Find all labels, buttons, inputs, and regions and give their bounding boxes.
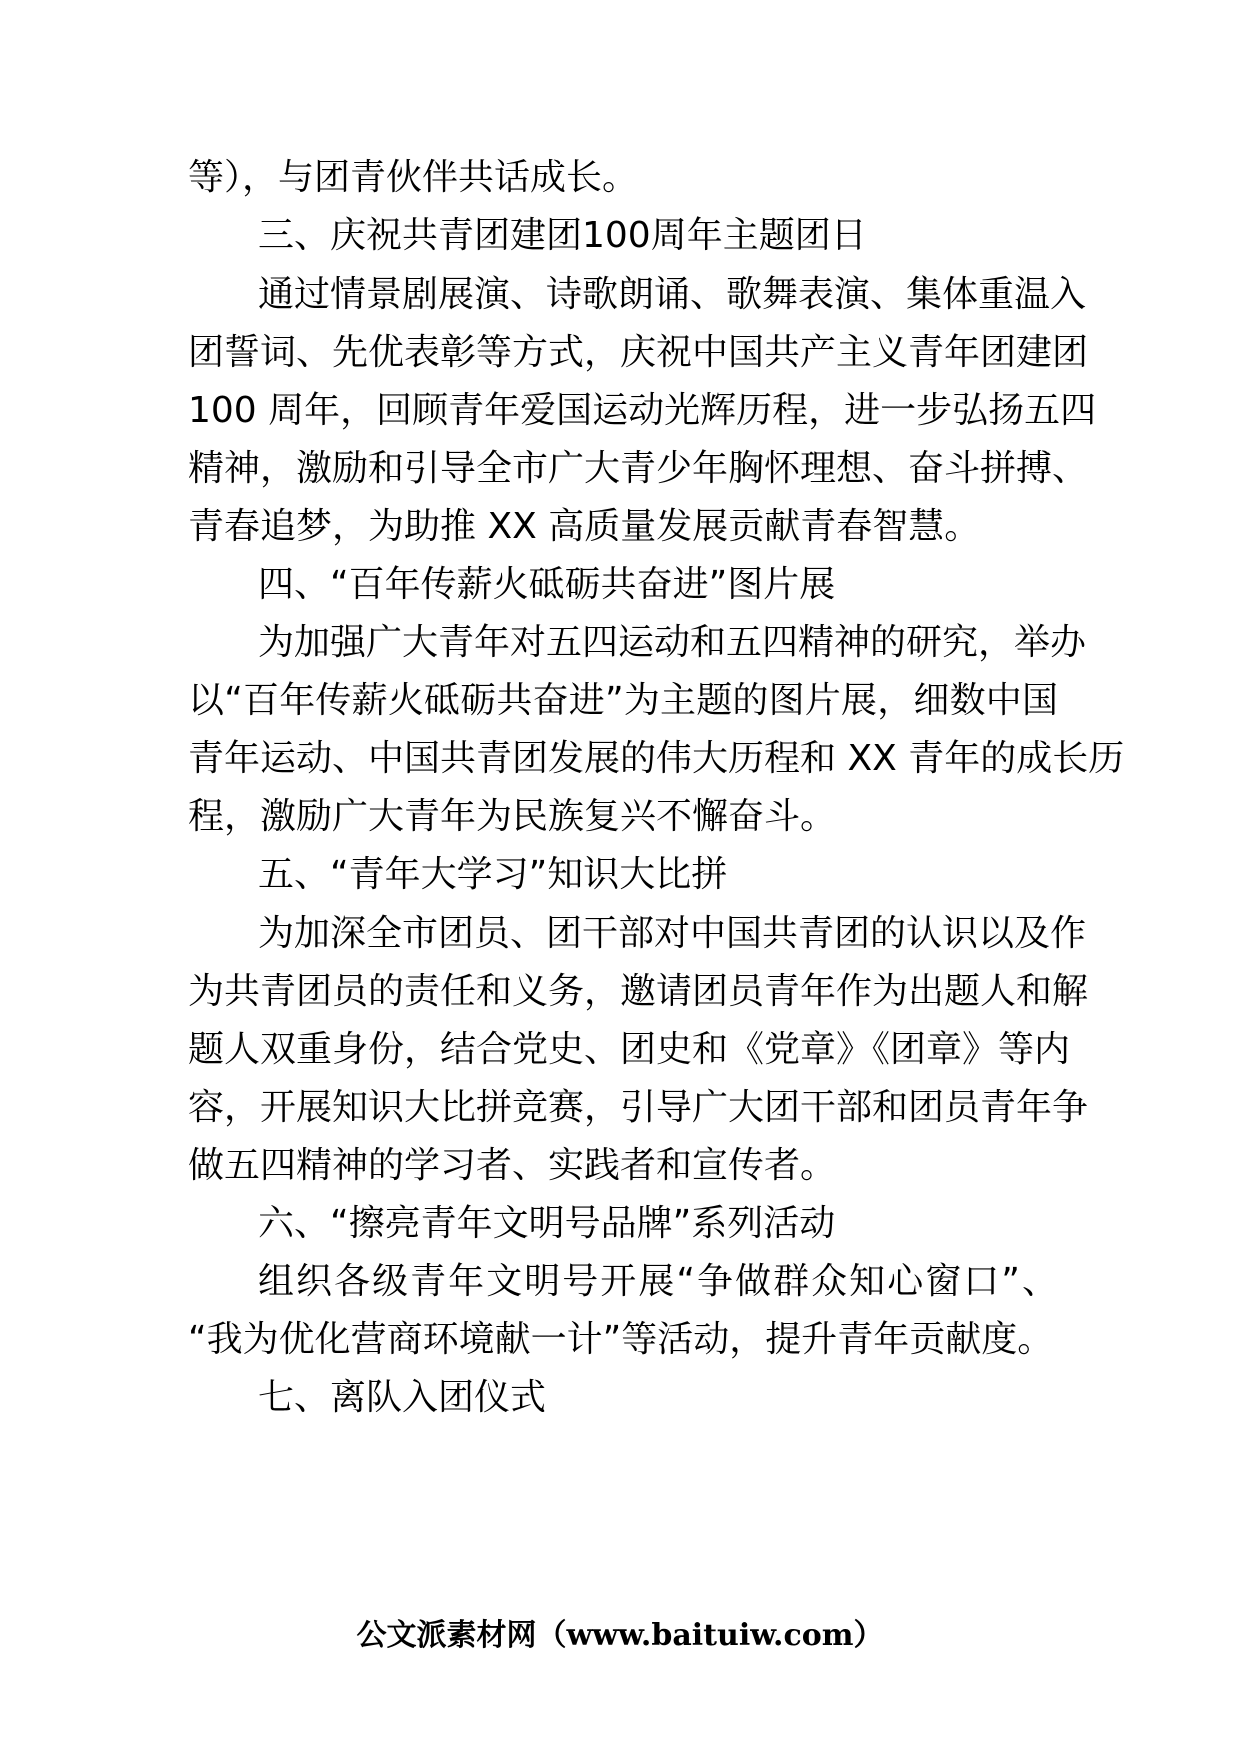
paragraph-line: 程，激励广大青年为民族复兴不懈奋斗。 [188,796,837,837]
page-footer: 公文派素材网（www.baituiw.com） [356,1618,884,1653]
paragraph-line: 青春追梦，为助推 XX 高质量发展贡献青春智慧。 [188,506,981,547]
section-heading: 六、“擦亮青年文明号品牌”系列活动 [258,1203,836,1244]
paragraph-line: 团誓词、先优表彰等方式，庆祝中国共产主义青年团建团 [188,332,1089,373]
paragraph-line: 做五四精神的学习者、实践者和宣传者。 [188,1145,837,1186]
paragraph-line: 为加强广大青年对五四运动和五四精神的研究，举办 [258,622,1087,663]
paragraph-line: 以“百年传薪火砥砺共奋进”为主题的图片展，细数中国 [188,680,1058,721]
paragraph-line: 精神，激励和引导全市广大青少年胸怀理想、奋斗拼搏、 [188,448,1089,489]
paragraph-line: 为共青团员的责任和义务，邀请团员青年作为出题人和解 [188,971,1089,1012]
paragraph-line: 题人双重身份，结合党史、团史和《党章》《团章》等内 [188,1029,1071,1070]
paragraph-line: “我为优化营商环境献一计”等活动，提升青年贡献度。 [188,1319,1054,1360]
paragraph-line: 等），与团青伙伴共话成长。 [188,157,639,198]
section-heading: 三、庆祝共青团建团100周年主题团日 [258,215,867,256]
section-heading: 四、“百年传薪火砥砺共奋进”图片展 [258,564,836,605]
paragraph-line: 青年运动、中国共青团发展的伟大历程和 XX 青年的成长历 [188,738,1125,779]
paragraph-line: 容，开展知识大比拼竞赛，引导广大团干部和团员青年争 [188,1087,1089,1128]
paragraph-line: 100 周年，回顾青年爱国运动光辉历程，进一步弘扬五四 [188,390,1097,431]
paragraph-line: 为加深全市团员、团干部对中国共青团的认识以及作 [258,913,1087,954]
section-heading: 五、“青年大学习”知识大比拼 [258,854,728,895]
paragraph-line: 组织各级青年文明号开展“争做群众知心窗口”、 [258,1261,1058,1302]
paragraph-line: 通过情景剧展演、诗歌朗诵、歌舞表演、集体重温入 [258,274,1087,315]
section-heading: 七、离队入团仪式 [258,1377,547,1418]
